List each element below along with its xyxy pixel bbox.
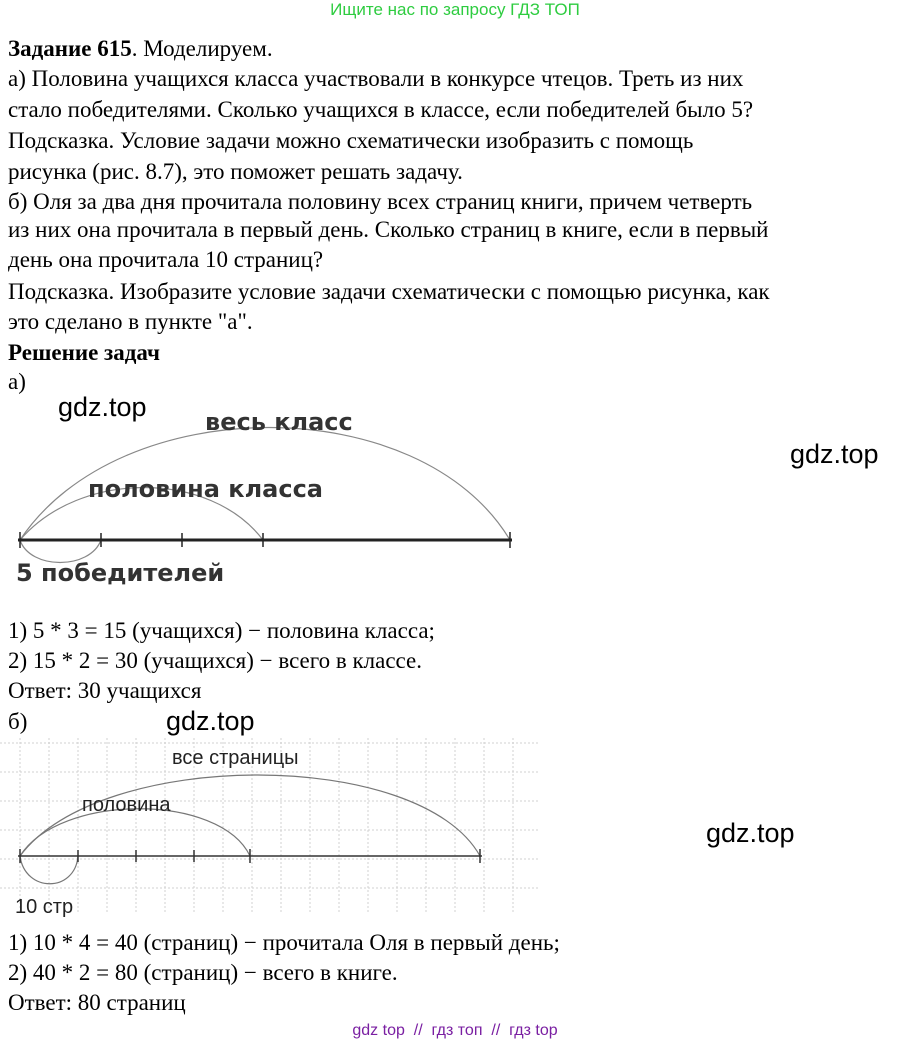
label-half-pages: половина bbox=[82, 794, 171, 816]
part-a-step-2: 2) 15 * 2 = 30 (учащихся) − всего в классе. bbox=[8, 648, 422, 673]
task-line-9: это сделано в пункте "а". bbox=[8, 309, 253, 334]
label-whole-class: весь класс bbox=[205, 408, 353, 436]
footer-links: gdz top // гдз топ // гдз top bbox=[352, 1022, 558, 1039]
label-winners: 5 победителей bbox=[16, 559, 225, 587]
part-b-step-1: 1) 10 * 4 = 40 (страниц) − прочитала Оля в первый день; bbox=[8, 930, 560, 955]
diagram-b bbox=[0, 738, 560, 923]
task-line-6: из них она прочитала в первый день. Сколько страниц в книге, если в первый bbox=[8, 217, 769, 242]
watermark-1: gdz.top bbox=[58, 392, 147, 422]
task-line-2: стало победителями. Сколько учащихся в классе, если победителей было 5? bbox=[8, 97, 754, 122]
task-number: Задание 615 bbox=[8, 36, 132, 61]
task-line-3: Подсказка. Условие задачи можно схематически изобразить с помощь bbox=[8, 128, 694, 153]
label-half-class: половина класса bbox=[88, 475, 323, 503]
top-banner: Ищите нас по запросу ГДЗ ТОП bbox=[330, 0, 580, 19]
solution-heading: Решение задач bbox=[8, 340, 160, 365]
task-line-7: день она прочитала 10 страниц? bbox=[8, 247, 324, 272]
part-b-label: б) bbox=[8, 709, 28, 734]
task-title bbox=[8, 34, 273, 63]
task-subtitle: . Моделируем. bbox=[131, 36, 273, 61]
part-b-answer: Ответ: 80 страниц bbox=[8, 990, 186, 1015]
label-first-day: 10 стр bbox=[15, 896, 74, 918]
label-all-pages: все страницы bbox=[172, 747, 299, 769]
diagram-a bbox=[0, 400, 540, 600]
part-a-step-1: 1) 5 * 3 = 15 (учащихся) − половина класса; bbox=[8, 618, 435, 643]
watermark-3: gdz.top bbox=[166, 706, 255, 736]
watermark-2: gdz.top bbox=[790, 439, 879, 469]
part-a-answer: Ответ: 30 учащихся bbox=[8, 678, 202, 703]
task-line-1: а) Половина учащихся класса участвовали в конкурсе чтецов. Треть из них bbox=[8, 66, 744, 91]
watermark-4: gdz.top bbox=[706, 818, 795, 848]
part-b-step-2: 2) 40 * 2 = 80 (страниц) − всего в книге. bbox=[8, 960, 398, 985]
task-line-5: б) Оля за два дня прочитала половину всех страниц книги, причем четверть bbox=[8, 189, 753, 214]
task-line-4: рисунка (рис. 8.7), это поможет решать задачу. bbox=[8, 159, 463, 184]
task-line-8: Подсказка. Изобразите условие задачи схематически с помощью рисунка, как bbox=[8, 279, 770, 304]
part-a-label: а) bbox=[8, 369, 26, 394]
